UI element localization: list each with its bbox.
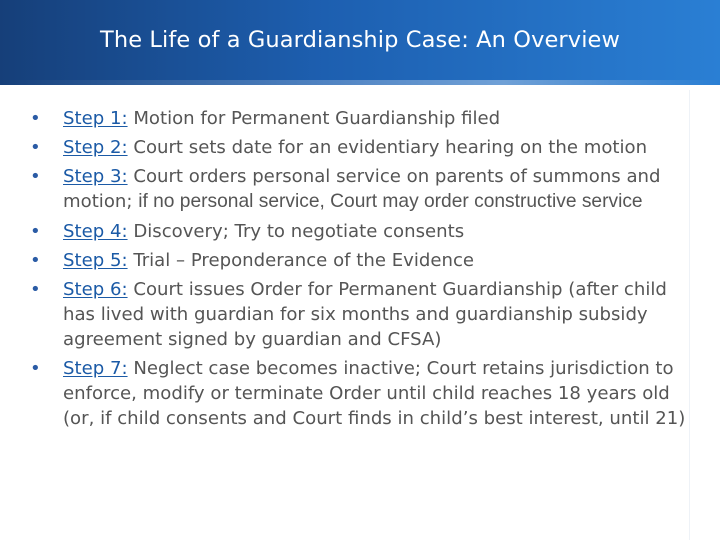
bullet-icon: •: [30, 137, 41, 158]
list-item-step-4: [30, 219, 702, 244]
list-item-step-3: [30, 164, 702, 215]
bullet-icon: •: [30, 108, 41, 129]
bullet-icon: •: [30, 166, 41, 187]
bullet-icon: •: [30, 250, 41, 271]
step-text: Trial – Preponderance of the Evidence: [127, 250, 475, 271]
list-item-step-2: [30, 135, 702, 160]
title-bar: [0, 0, 720, 85]
step-text: Discovery; Try to negotiate consents: [127, 221, 465, 242]
step-text: Court sets date for an evidentiary hearing on the motion: [127, 137, 648, 158]
step-label: Step 4:: [63, 221, 128, 242]
step-text: Court issues Order for Permanent Guardianship (after child has lived with guardian for six months and guardianship subsidy agreement signed by guardian and CFSA): [63, 279, 667, 350]
step-label: Step 3:: [63, 166, 128, 187]
steps-list: [30, 106, 702, 435]
slide-title: The Life of a Guardianship Case: An Overview: [100, 26, 620, 53]
bullet-icon: •: [30, 358, 41, 379]
list-item-step-7: [30, 356, 702, 431]
step-label: Step 5:: [63, 250, 128, 271]
step-label: Step 7:: [63, 358, 128, 379]
list-item-step-1: [30, 106, 702, 131]
step-label: Step 1:: [63, 108, 128, 129]
step-text: Motion for Permanent Guardianship filed: [127, 108, 501, 129]
step-text-alt: if no personal service, Court may order constructive service: [138, 191, 643, 212]
step-label: Step 2:: [63, 137, 128, 158]
step-text: Court orders personal service on parents of summons and motion;: [63, 166, 661, 212]
bullet-icon: •: [30, 221, 41, 242]
step-text: Neglect case becomes inactive; Court retains jurisdiction to enforce, modify or terminate Order until child reaches 18 years old (or, if child consents and Court finds in child’s best interest, until 21): [63, 358, 686, 429]
list-item-step-5: [30, 248, 702, 273]
list-item-step-6: [30, 277, 702, 352]
step-label: Step 6:: [63, 279, 128, 300]
bullet-icon: •: [30, 279, 41, 300]
